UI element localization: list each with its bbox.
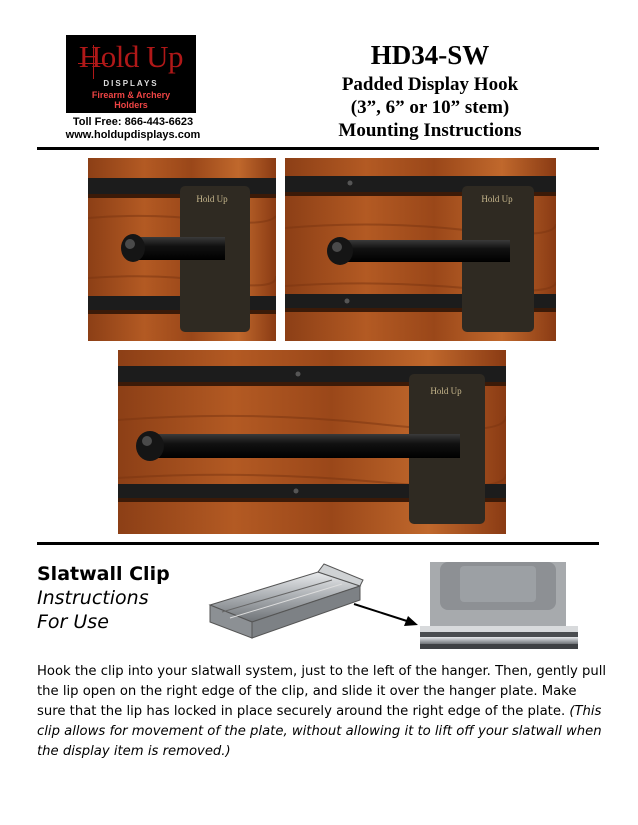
section-subheading: Instructions	[37, 587, 149, 609]
logo-sub-firearm: Firearm & Archery	[91, 90, 171, 100]
product-stem-options: (3”, 6” or 10” stem)	[350, 97, 510, 118]
arrow-icon	[352, 600, 422, 630]
company-logo	[66, 35, 196, 113]
photo-10-inch-hook	[118, 350, 506, 534]
logo-brand: Hold Up	[78, 39, 184, 74]
document-title: Mounting Instructions	[338, 120, 522, 141]
logo-sub-displays: DISPLAYS	[103, 79, 159, 88]
plate-logo: Hold Up	[481, 194, 513, 204]
clip-instructions-text	[37, 662, 607, 762]
plate-logo: Hold Up	[196, 194, 228, 204]
product-code: HD34-SW	[370, 40, 490, 70]
section-subheading: For Use	[37, 611, 109, 633]
instructions-note: (This clip allows for movement of the plate, without allowing it to lift off your slatwall when the display item is removed.)	[37, 704, 602, 759]
photo-6-inch-hook	[285, 158, 556, 341]
toll-free-number: Toll Free: 866-443-6623	[72, 116, 194, 128]
section-heading: Slatwall Clip	[37, 563, 170, 585]
website-link[interactable]: www.holdupdisplays.com	[65, 129, 201, 141]
clip-installed-detail	[420, 562, 578, 654]
logo-sub-holders: Holders	[114, 100, 148, 110]
photo-3-inch-hook	[88, 158, 276, 341]
instructions-body: Hook the clip into your slatwall system, just to the left of the hanger. Then, gently pull the lip open on the right edge of the clip, and slide it over the hanger plate. Make sure that the lip has locked in place securely around the right edge of the plate.	[37, 664, 607, 719]
divider	[37, 147, 599, 150]
product-name: Padded Display Hook	[341, 74, 519, 95]
divider	[37, 542, 599, 545]
plate-logo: Hold Up	[430, 386, 462, 396]
clip-illustration	[200, 550, 370, 650]
